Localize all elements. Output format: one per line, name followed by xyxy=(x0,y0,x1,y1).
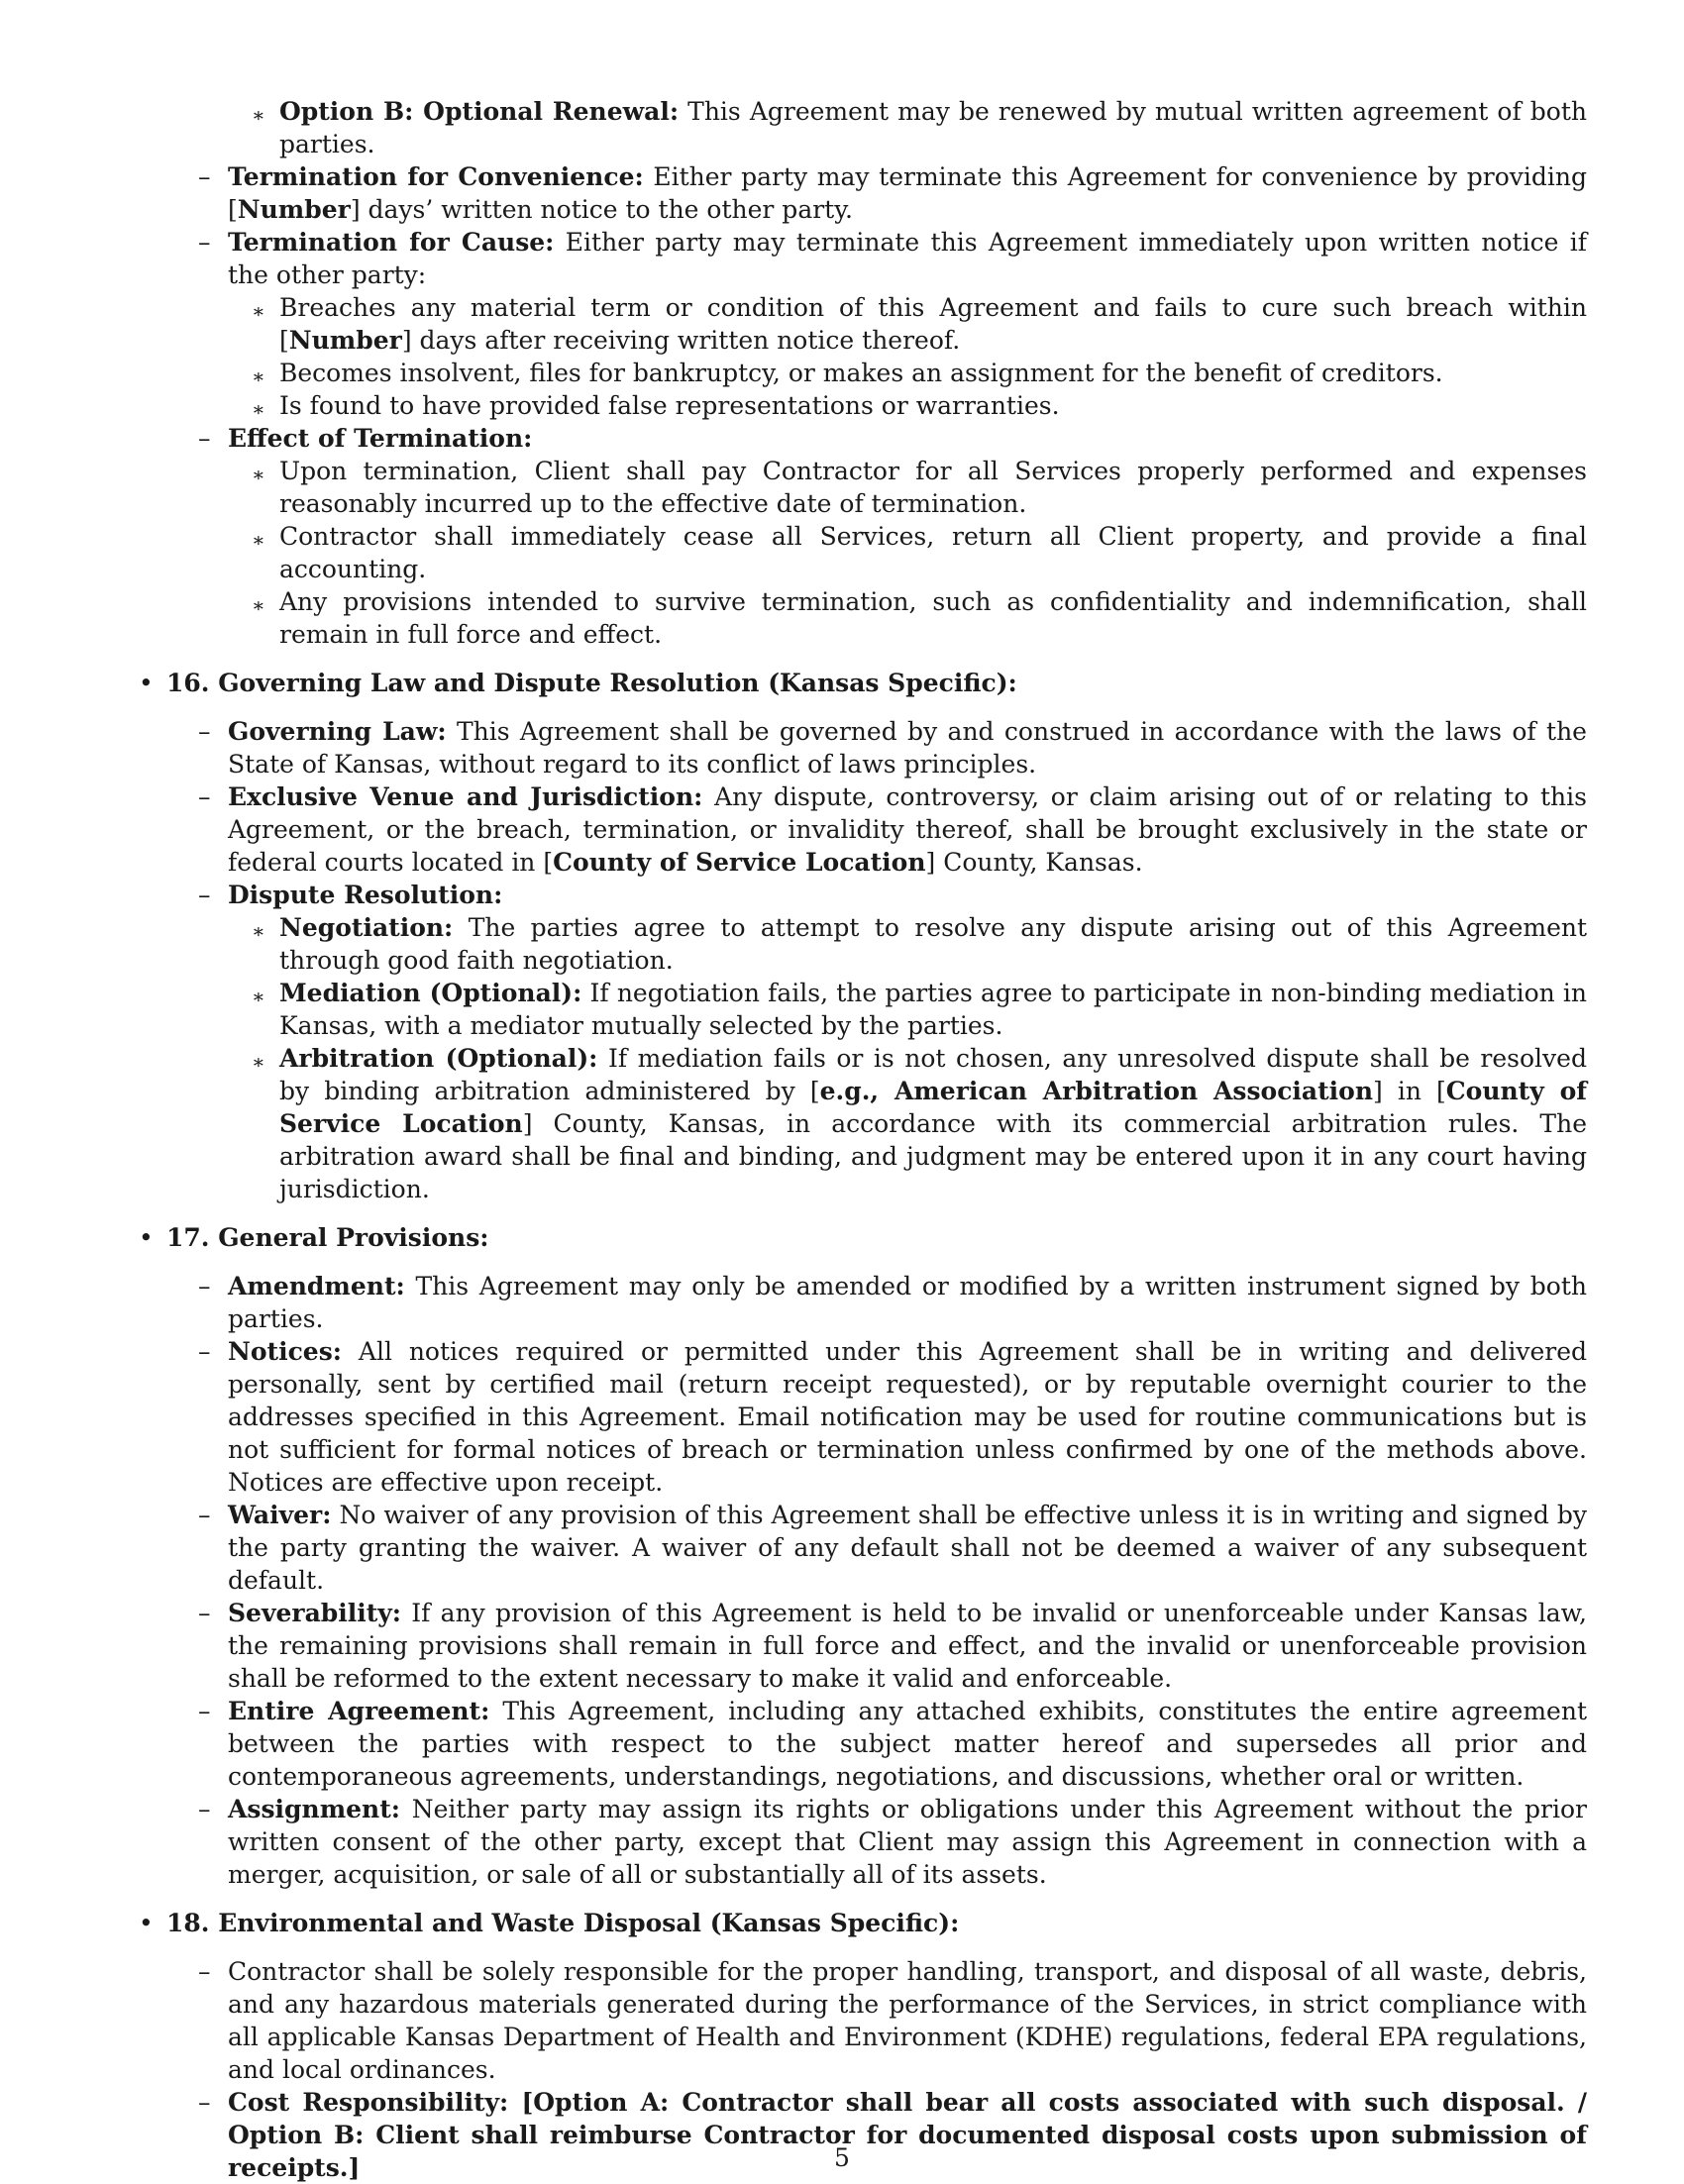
waiver-text: No waiver of any provision of this Agreement shall be effective unless it is in writing and signed by the party granting the waiver. A waiver of any default shall not be deemed a waiver of any subsequent default. xyxy=(228,1501,1587,1595)
arbitration-label: Arbitration (Optional): xyxy=(279,1044,598,1073)
dash-marker: – xyxy=(198,1957,211,1986)
cost-bracket-open: [ xyxy=(521,2088,534,2117)
effect-of-termination xyxy=(137,422,1587,455)
dash-marker: – xyxy=(198,1337,211,1366)
dash-marker: – xyxy=(198,162,211,191)
dash-marker: – xyxy=(198,1599,211,1627)
cause-insolvent-text: Becomes insolvent, files for bankruptcy, or makes an assignment for the benefit of creditors. xyxy=(279,359,1443,387)
dash-marker: – xyxy=(198,1501,211,1529)
waiver xyxy=(137,1499,1587,1597)
notices xyxy=(137,1335,1587,1499)
assignment-text: Neither party may assign its rights or obligations under this Agreement without the prior written consent of the other party, except that Client may assign this Agreement in connection with a merger, acquisition, or sale of all or substantially all of its assets. xyxy=(228,1795,1587,1889)
placeholder-county: County of Service Location xyxy=(553,848,926,877)
notices-text: All notices required or permitted under this Agreement shall be in writing and delivered personally, sent by certified mail (return receipt requested), or by reputable overnight courier to the addresses specified in this Agreement. Email notification may be used for routine communications but is not sufficient for formal notices of breach or termination unless confirmed by one of the methods above. Notices are effective upon receipt. xyxy=(228,1337,1587,1497)
mediation-item xyxy=(137,977,1587,1042)
effect-payment-text: Upon termination, Client shall pay Contractor for all Services properly performed and expenses reasonably incurred up to the effective date of termination. xyxy=(279,457,1587,518)
termination-convenience xyxy=(137,160,1587,226)
effect-item-survive xyxy=(137,585,1587,651)
star-marker: ∗ xyxy=(252,103,265,127)
negotiation-item xyxy=(137,911,1587,977)
dash-marker: – xyxy=(198,881,211,909)
dash-marker: – xyxy=(198,1795,211,1823)
page-content xyxy=(137,95,1587,2184)
termination-cause-text: Either party may terminate this Agreement immediately upon written notice if the other party: xyxy=(228,228,1587,289)
bullet-marker: • xyxy=(139,669,154,697)
entire-agreement-text: This Agreement, including any attached exhibits, constitutes the entire agreement between the parties with respect to the subject matter hereof and supersedes all prior and contemporaneous agreements, understandings, negotiations, and discussions, whether oral or written. xyxy=(228,1697,1587,1791)
amendment-text: This Agreement may only be amended or modified by a written instrument signed by both parties. xyxy=(228,1272,1587,1333)
page-number: 5 xyxy=(834,2143,850,2172)
section-16-heading: 16. Governing Law and Dispute Resolution (Kansas Specific): xyxy=(166,669,1017,697)
star-marker: ∗ xyxy=(252,463,265,486)
cause-item-insolvent xyxy=(137,357,1587,389)
arbitration-text-end: ] County, Kansas, in accordance with its commercial arbitration rules. The arbitration award shall be final and binding, and judgment may be entered upon it in any court having jurisdiction. xyxy=(279,1109,1587,1203)
effect-cease-text: Contractor shall immediately cease all Services, return all Client property, and provide a final accounting. xyxy=(279,522,1587,583)
amendment xyxy=(137,1270,1587,1335)
dash-marker: – xyxy=(198,424,211,453)
cause-false-reps-text: Is found to have provided false representations or warranties. xyxy=(279,391,1060,420)
section-16 xyxy=(137,667,1587,699)
waste-disposal xyxy=(137,1955,1587,2086)
severability xyxy=(137,1597,1587,1695)
amendment-label: Amendment: xyxy=(228,1272,405,1300)
venue-text: Any dispute, controversy, or claim arising out of or relating to this Agreement, or the breach, termination, or invalidity thereof, shall be brought exclusively in the state or federal courts located in [ xyxy=(228,782,1587,877)
negotiation-label: Negotiation: xyxy=(279,913,454,942)
renewal-option-b-text: This Agreement may be renewed by mutual written agreement of both parties. xyxy=(279,97,1587,158)
star-marker: ∗ xyxy=(252,1050,265,1074)
effect-item-payment xyxy=(137,455,1587,520)
waiver-label: Waiver: xyxy=(228,1501,332,1529)
star-marker: ∗ xyxy=(252,528,265,552)
placeholder-number: Number xyxy=(288,326,402,355)
cause-breach-text-end: ] days after receiving written notice thereof. xyxy=(401,326,961,355)
section-17-heading: 17. General Provisions: xyxy=(166,1223,489,1252)
section-18-heading: 18. Environmental and Waste Disposal (Kansas Specific): xyxy=(166,1909,960,1937)
dispute-resolution-label: Dispute Resolution: xyxy=(228,881,503,909)
entire-agreement xyxy=(137,1695,1587,1793)
bullet-marker: • xyxy=(139,1909,154,1937)
dispute-resolution xyxy=(137,879,1587,911)
entire-agreement-label: Entire Agreement: xyxy=(228,1697,490,1725)
placeholder-arbitration-org: e.g., American Arbitration Association xyxy=(819,1077,1374,1105)
termination-convenience-label: Termination for Convenience: xyxy=(228,162,644,191)
renewal-option-b-label: Option B: Optional Renewal: xyxy=(279,97,680,126)
cost-options-text: Option A: Contractor shall bear all costs associated with such disposal. / Option B: Client shall reimburse Contractor for documented disposal costs upon submission of receipts. xyxy=(228,2088,1587,2182)
arbitration-text: If mediation fails or is not chosen, any unresolved dispute shall be resolved by binding arbitration administered by [ xyxy=(279,1044,1587,1105)
cause-item-breach xyxy=(137,291,1587,357)
cause-item-false-reps xyxy=(137,389,1587,422)
dash-marker: – xyxy=(198,1697,211,1725)
dash-marker: – xyxy=(198,2088,211,2117)
dash-marker: – xyxy=(198,782,211,811)
assignment xyxy=(137,1793,1587,1891)
negotiation-text: The parties agree to attempt to resolve any dispute arising out of this Agreement through good faith negotiation. xyxy=(279,913,1588,975)
cost-bracket-close: ] xyxy=(348,2153,361,2182)
mediation-text: If negotiation fails, the parties agree to participate in non-binding mediation in Kansas, with a mediator mutually selected by the parties. xyxy=(279,979,1587,1040)
governing-law-text: This Agreement shall be governed by and construed in accordance with the laws of the State of Kansas, without regard to its conflict of laws principles. xyxy=(228,717,1587,779)
star-marker: ∗ xyxy=(252,919,265,943)
governing-law-label: Governing Law: xyxy=(228,717,447,746)
waste-disposal-text: Contractor shall be solely responsible for the proper handling, transport, and disposal of all waste, debris, and any hazardous materials generated during the performance of the Services, in strict compliance with all applicable Kansas Department of Health and Environment (KDHE) regulations, federal EPA regulations, and local ordinances. xyxy=(228,1957,1587,2084)
severability-text: If any provision of this Agreement is held to be invalid or unenforceable under Kansas law, the remaining provisions shall remain in full force and effect, and the invalid or unenforceable provision shall be reformed to the extent necessary to make it valid and enforceable. xyxy=(228,1599,1587,1693)
governing-law xyxy=(137,715,1587,780)
termination-convenience-text-end: ] days’ written notice to the other party. xyxy=(350,195,853,224)
effect-item-cease xyxy=(137,520,1587,585)
notices-label: Notices: xyxy=(228,1337,343,1366)
venue-label: Exclusive Venue and Jurisdiction: xyxy=(228,782,703,811)
renewal-option-b xyxy=(137,95,1587,160)
termination-cause xyxy=(137,226,1587,291)
section-17 xyxy=(137,1221,1587,1254)
mediation-label: Mediation (Optional): xyxy=(279,979,582,1007)
cause-breach-text: Breaches any material term or condition of this Agreement and fails to cure such breach within [ xyxy=(279,293,1587,355)
effect-of-termination-label: Effect of Termination: xyxy=(228,424,533,453)
termination-cause-label: Termination for Cause: xyxy=(228,228,555,257)
star-marker: ∗ xyxy=(252,593,265,617)
arbitration-text-mid: ] in [ xyxy=(1373,1077,1446,1105)
section-18 xyxy=(137,1907,1587,1939)
dash-marker: – xyxy=(198,717,211,746)
placeholder-county: County of Service Location xyxy=(279,1077,1587,1138)
dash-marker: – xyxy=(198,228,211,257)
star-marker: ∗ xyxy=(252,299,265,323)
bullet-marker: • xyxy=(139,1223,154,1252)
venue-jurisdiction xyxy=(137,780,1587,879)
star-marker: ∗ xyxy=(252,985,265,1008)
venue-text-end: ] County, Kansas. xyxy=(925,848,1143,877)
arbitration-item xyxy=(137,1042,1587,1205)
dash-marker: – xyxy=(198,1272,211,1300)
star-marker: ∗ xyxy=(252,397,265,421)
termination-convenience-text: Either party may terminate this Agreement for convenience by providing [ xyxy=(228,162,1587,224)
cost-responsibility-label: Cost Responsibility: xyxy=(228,2088,509,2117)
star-marker: ∗ xyxy=(252,364,265,388)
assignment-label: Assignment: xyxy=(228,1795,401,1823)
effect-survive-text: Any provisions intended to survive termination, such as confidentiality and indemnification, shall remain in full force and effect. xyxy=(279,587,1587,649)
placeholder-number: Number xyxy=(237,195,351,224)
severability-label: Severability: xyxy=(228,1599,402,1627)
